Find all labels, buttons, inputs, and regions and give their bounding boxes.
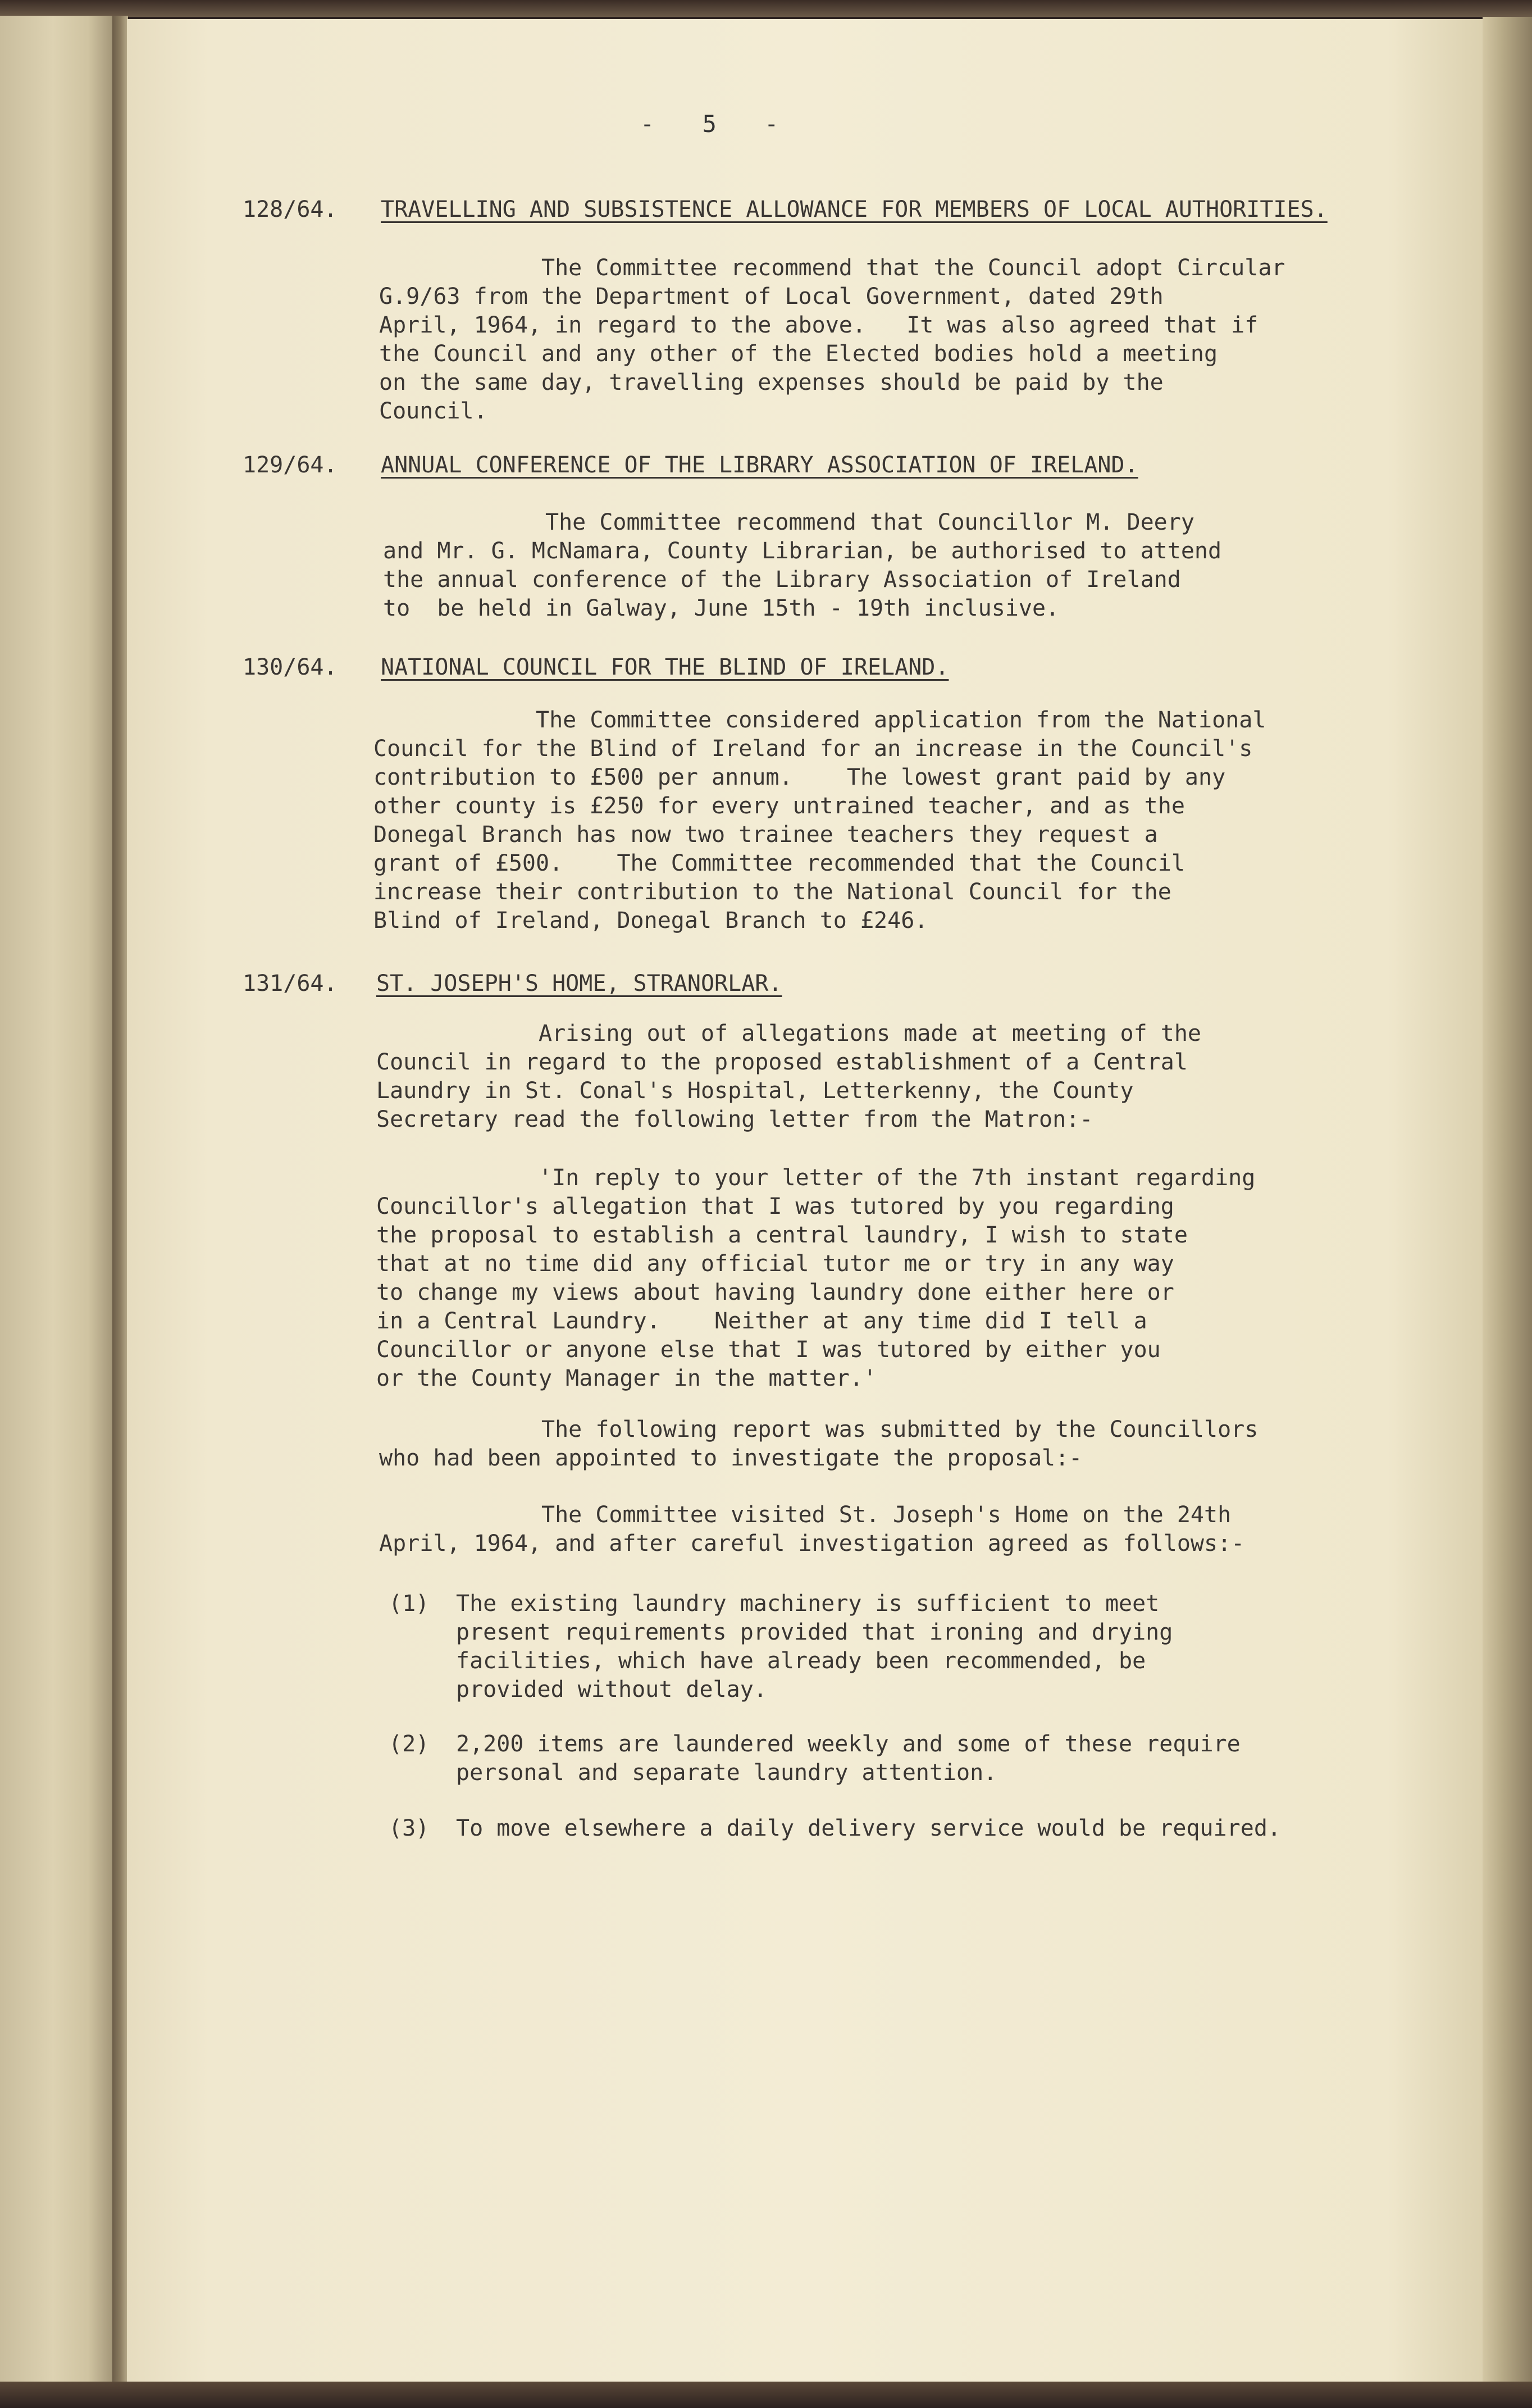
minute-paragraph: The Committee visited St. Joseph's Home on the 24th April, 1964, and after careful investigation agreed as follows:-: [379, 1502, 1245, 1556]
minute-paragraph: Arising out of allegations made at meeting of the Council in regard to the proposed establishment of a Central Laundry in St. Conal's Hospital, Letterkenny, the County Secretary read the following letter from the Matron:-: [376, 1021, 1202, 1132]
minute-heading: ANNUAL CONFERENCE OF THE LIBRARY ASSOCIATION OF IRELAND.: [381, 452, 1138, 478]
list-item-number: (2): [389, 1731, 430, 1757]
facing-page-edge: [0, 16, 118, 2383]
page-number: - 5 -: [640, 110, 796, 138]
scan-edge-top: [0, 0, 1532, 17]
list-item-number: (1): [389, 1591, 430, 1617]
list-item-number: (3): [389, 1815, 430, 1841]
list-item-text: The existing laundry machinery is sufficient to meet present requirements provided that ironing and drying facilities, which have already been recommended, be provided without delay.: [456, 1591, 1173, 1703]
page-stack-edge: [1483, 17, 1532, 2383]
minute-paragraph: The following report was submitted by the Councillors who had been appointed to investigate the proposal:-: [379, 1417, 1259, 1471]
list-item-text: To move elsewhere a daily delivery service would be required.: [456, 1815, 1282, 1841]
minute-number: 131/64.: [243, 971, 338, 996]
minute-paragraph: The Committee considered application from the National Council for the Blind of Ireland for an increase in the Council's contribution to £500 per annum. The lowest grant paid by any other county is £250 for every untrained teacher, and as the Donegal Branch has now two trainee teachers they request a grant of £500. The Committee recommended that the Council increase their contribution to the National Council for the Blind of Ireland, Donegal Branch to £246.: [373, 707, 1266, 934]
book-gutter: [112, 16, 128, 2383]
minute-number: 129/64.: [243, 452, 338, 478]
quoted-letter: 'In reply to your letter of the 7th instant regarding Councillor's allegation that I was tutored by you regarding the proposal to establish a central laundry, I wish to state that at no time did any official tutor me or try in any way to change my views about having laundry done either here or in a Central Laundry. Neither at any time did I tell a Councillor or anyone else that I was tutored by either you or the County Manager in the matter.': [376, 1165, 1256, 1391]
minute-paragraph: The Committee recommend that Councillor M. Deery and Mr. G. McNamara, County Librarian, be authorised to attend the annual conference of the Library Association of Ireland to be held in Galway, June 15th - 19th inclusive.: [383, 509, 1222, 621]
minute-heading: TRAVELLING AND SUBSISTENCE ALLOWANCE FOR MEMBERS OF LOCAL AUTHORITIES.: [381, 197, 1328, 222]
minute-heading: ST. JOSEPH'S HOME, STRANORLAR.: [376, 971, 782, 996]
list-item-text: 2,200 items are laundered weekly and some of these require personal and separate laundry attention.: [456, 1731, 1241, 1786]
minute-heading: NATIONAL COUNCIL FOR THE BLIND OF IRELAND.: [381, 654, 949, 680]
minute-number: 130/64.: [243, 654, 338, 680]
minute-paragraph: The Committee recommend that the Council adopt Circular G.9/63 from the Department of Local Government, dated 29th April, 1964, in regard to the above. It was also agreed that if the Council and any other of the Elected bodies hold a meeting on the same day, travelling expenses should be paid by the Council.: [379, 255, 1285, 424]
minute-number: 128/64.: [243, 197, 338, 222]
scan-edge-bottom: [0, 2382, 1532, 2408]
